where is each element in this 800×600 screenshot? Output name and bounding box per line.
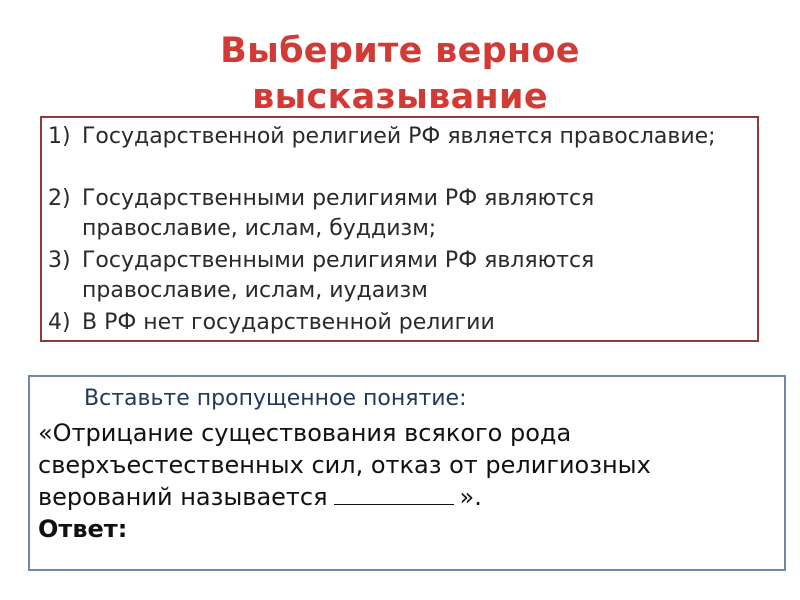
question-heading: Вставьте пропущенное понятие:: [84, 386, 467, 411]
option-text: Государственными религиями РФ являются православие, ислам, буддизм;: [82, 186, 595, 241]
slide-title: [0, 28, 800, 120]
option-text: Государственной религией РФ является православие;: [82, 124, 716, 149]
option-number: 4): [48, 310, 71, 335]
title-line-1: Выберите верное: [220, 31, 580, 71]
option-1[interactable]: [48, 122, 752, 152]
answer-label: Ответ:: [38, 515, 128, 543]
option-number: 2): [48, 186, 71, 211]
option-4[interactable]: [48, 308, 752, 338]
options-box: [40, 116, 759, 342]
question-text: [38, 417, 778, 513]
option-number: 1): [48, 124, 71, 149]
question-text-before: «Отрицание существования всякого рода сверхъестественных сил, отказ от религиозных верований называется: [38, 419, 651, 511]
question-box: [28, 375, 786, 571]
option-3[interactable]: [48, 246, 752, 306]
option-2[interactable]: [48, 184, 752, 244]
option-text: В РФ нет государственной религии: [82, 310, 495, 335]
option-text: Государственными религиями РФ являются православие, ислам, иудаизм: [82, 248, 595, 303]
answer-blank[interactable]: [334, 484, 454, 505]
question-text-after: ».: [459, 483, 482, 511]
title-line-2: высказывание: [252, 77, 548, 117]
option-number: 3): [48, 248, 71, 273]
